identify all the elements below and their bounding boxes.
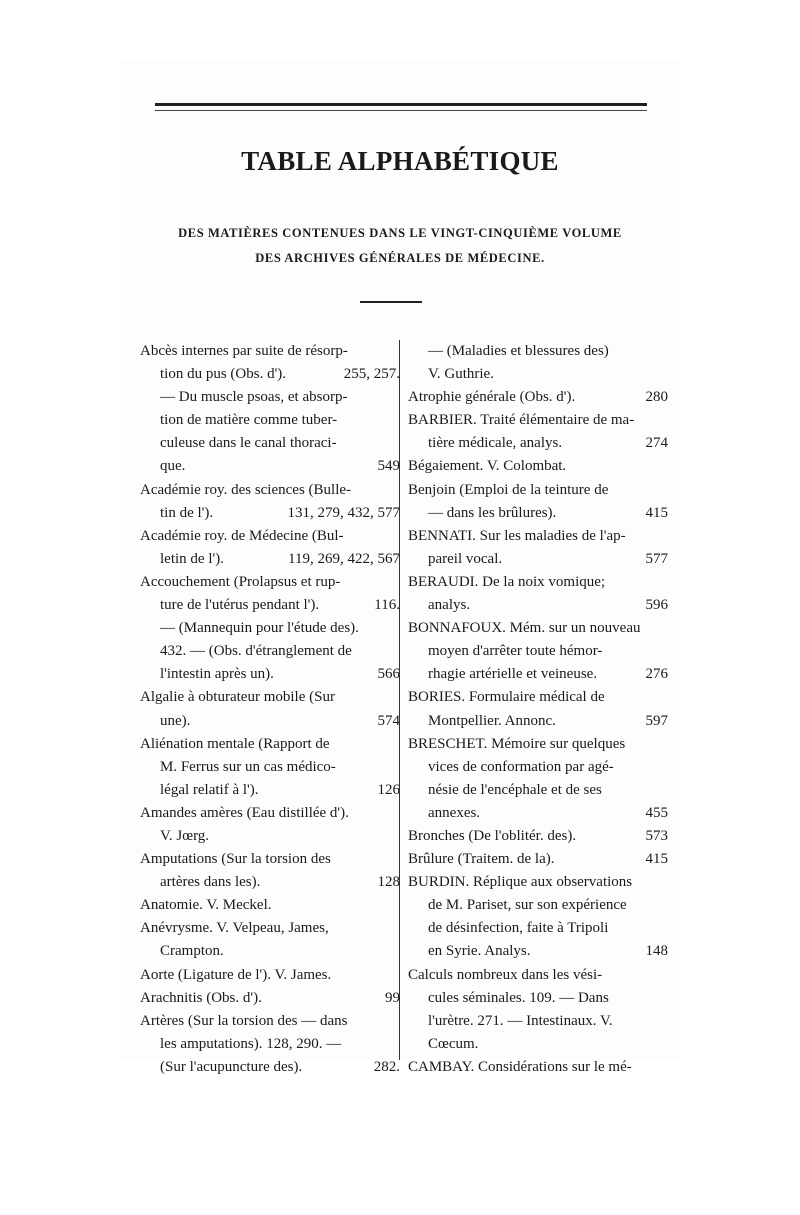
index-entry-text: Arachnitis (Obs. d').: [140, 989, 262, 1006]
index-entry-text: Aliénation mentale (Rapport de: [140, 735, 330, 752]
index-entry-line: [140, 894, 400, 917]
index-entry-page: 597: [645, 712, 668, 729]
index-entry-text: BORIES. Formulaire médical de: [408, 689, 605, 706]
index-entry-text: culeuse dans le canal thoraci-: [160, 435, 337, 452]
index-entry-text: analys.: [428, 597, 471, 614]
index-entry-line: [140, 548, 400, 571]
index-entry-text: CAMBAY. Considérations sur le mé-: [408, 1058, 632, 1075]
index-entry-text: tion du pus (Obs. d').: [160, 366, 287, 383]
index-entry-text: tin de l').: [160, 504, 214, 521]
index-entry-line: [408, 340, 668, 363]
index-entry-line: [140, 409, 400, 432]
index-entry-line: [140, 640, 400, 663]
index-entry-line: [140, 779, 400, 802]
index-entry-line: [408, 686, 668, 709]
index-entry-text: Bronches (De l'oblitér. des).: [408, 827, 577, 844]
index-entry-text: Accouchement (Prolapsus et rup-: [140, 573, 341, 590]
index-entry-text: les amputations). 128, 290. —: [160, 1035, 342, 1052]
index-entry-line: [140, 825, 400, 848]
index-entry-text: Académie roy. de Médecine (Bul-: [140, 527, 344, 544]
index-entry-line: [140, 386, 400, 409]
index-entry-text: que.: [160, 458, 186, 475]
index-entry-line: [408, 964, 668, 987]
index-entry-line: [408, 802, 668, 825]
index-entry-line: [408, 525, 668, 548]
index-entry-line: [140, 455, 400, 478]
index-entry-line: [140, 571, 400, 594]
index-entry-text: tion de matière comme tuber-: [160, 412, 338, 429]
index-entry-text: l'urètre. 271. — Intestinaux. V.: [428, 1012, 613, 1029]
index-entry-text: Bégaiement. V. Colombat.: [408, 458, 567, 475]
index-entry-text: tière médicale, analys.: [428, 435, 563, 452]
index-entry-line: [140, 502, 400, 525]
index-entry-line: [408, 1033, 668, 1056]
index-entry-text: légal relatif à l').: [160, 781, 259, 798]
index-entry-text: Algalie à obturateur mobile (Sur: [140, 689, 335, 706]
index-entry-text: pareil vocal.: [428, 550, 503, 567]
index-entry-line: [408, 548, 668, 571]
index-entry-text: ture de l'utérus pendant l').: [160, 597, 320, 614]
index-entry-page: 128: [377, 874, 400, 891]
index-entry-line: [140, 987, 400, 1010]
index-entry-line: [408, 594, 668, 617]
page-subtitle: [120, 221, 680, 271]
index-entry-text: M. Ferrus sur un cas médico-: [160, 758, 336, 775]
index-entry-line: [408, 756, 668, 779]
index-entry-line: [140, 686, 400, 709]
index-entry-page: 574: [377, 712, 400, 729]
index-entry-line: [408, 1056, 668, 1079]
index-entry-text: Cœcum.: [428, 1035, 479, 1052]
index-entry-text: annexes.: [428, 804, 481, 821]
index-entry-text: de M. Pariset, sur son expérience: [428, 897, 627, 914]
index-entry-page: 280: [645, 389, 668, 406]
index-entry-text: Brûlure (Traitem. de la).: [408, 851, 555, 868]
index-entry-line: [408, 987, 668, 1010]
index-entry-text: (Sur l'acupuncture des).: [160, 1058, 303, 1075]
index-entry-line: [408, 779, 668, 802]
section-rule: [360, 301, 422, 303]
index-entry-text: Artères (Sur la torsion des — dans: [140, 1012, 348, 1029]
index-entry-text: Calculs nombreux dans les vési-: [408, 966, 603, 983]
index-entry-line: [140, 363, 400, 386]
index-entry-text: Amputations (Sur la torsion des: [140, 851, 331, 868]
index-entry-line: [408, 479, 668, 502]
index-entry-page: 116.: [374, 597, 400, 614]
index-entry-line: [140, 871, 400, 894]
index-entry-text: V. Jœrg.: [160, 827, 210, 844]
index-entry-line: [408, 825, 668, 848]
index-entry-text: Académie roy. des sciences (Bulle-: [140, 481, 352, 498]
index-entry-page: 596: [645, 597, 668, 614]
top-rule-thin: [155, 110, 647, 111]
index-entry-text: 432. — (Obs. d'étranglement de: [160, 643, 352, 660]
index-entry-line: [408, 733, 668, 756]
index-entry-text: — dans les brûlures).: [428, 504, 557, 521]
index-entry-text: Benjoin (Emploi de la teinture de: [408, 481, 609, 498]
index-entry-page: 577: [645, 550, 668, 567]
index-entry-line: [140, 756, 400, 779]
index-entry-page: 148: [645, 943, 668, 960]
index-entry-line: [140, 340, 400, 363]
index-column-left: [140, 340, 400, 1079]
index-entry-page: 126: [377, 781, 400, 798]
index-entry-page: 131, 279, 432, 577: [287, 504, 400, 521]
index-entry-text: cules séminales. 109. — Dans: [428, 989, 609, 1006]
index-entry-page: 282.: [373, 1058, 400, 1075]
index-entry-text: vices de conformation par agé-: [428, 758, 614, 775]
index-entry-line: [408, 663, 668, 686]
index-entry-line: [408, 917, 668, 940]
index-entry-line: [140, 1033, 400, 1056]
index-entry-text: — (Mannequin pour l'étude des).: [160, 620, 359, 637]
index-entry-line: [408, 894, 668, 917]
index-entry-line: [408, 502, 668, 525]
index-entry-text: de désinfection, faite à Tripoli: [428, 920, 609, 937]
index-entry-text: moyen d'arrêter toute hémor-: [428, 643, 603, 660]
index-entry-line: [408, 571, 668, 594]
index-entry-page: 415: [645, 504, 668, 521]
index-entry-line: [140, 802, 400, 825]
index-entry-page: 274: [645, 435, 668, 452]
index-entry-page: 119, 269, 422, 567: [288, 550, 400, 567]
index-entry-text: Amandes amères (Eau distillée d').: [140, 804, 349, 821]
index-entry-text: BRESCHET. Mémoire sur quelques: [408, 735, 626, 752]
index-entry-line: [140, 733, 400, 756]
index-entry-text: l'intestin après un).: [160, 666, 274, 683]
index-entry-line: [408, 1010, 668, 1033]
index-entry-page: 566: [377, 666, 400, 683]
index-entry-text: Atrophie générale (Obs. d').: [408, 389, 576, 406]
index-entry-line: [140, 710, 400, 733]
index-entry-text: letin de l').: [160, 550, 224, 567]
index-entry-line: [408, 455, 668, 478]
index-entry-line: [140, 940, 400, 963]
index-entry-line: [408, 871, 668, 894]
index-entry-text: BERAUDI. De la noix vomique;: [408, 573, 606, 590]
index-entry-text: en Syrie. Analys.: [428, 943, 531, 960]
index-entry-text: — (Maladies et blessures des): [428, 343, 609, 359]
index-entry-page: 415: [645, 851, 668, 868]
index-entry-page: 255, 257.: [343, 366, 400, 383]
index-entry-text: BURDIN. Réplique aux observations: [408, 874, 633, 891]
index-entry-line: [408, 940, 668, 963]
index-entry-page: 455: [645, 804, 668, 821]
index-entry-text: nésie de l'encéphale et de ses: [428, 781, 602, 798]
index-entry-line: [140, 525, 400, 548]
page-title: TABLE ALPHABÉTIQUE: [241, 146, 559, 176]
index-entry-line: [408, 617, 668, 640]
column-divider: [399, 340, 400, 1060]
index-entry-text: Crampton.: [160, 943, 224, 960]
index-entry-text: Anatomie. V. Meckel.: [140, 897, 272, 914]
index-entry-line: [408, 363, 668, 386]
index-entry-line: [408, 640, 668, 663]
index-entry-text: rhagie artérielle et veineuse.: [428, 666, 598, 683]
subtitle-line-2: DES ARCHIVES GÉNÉRALES DE MÉDECINE.: [255, 251, 545, 265]
index-column-right: [408, 340, 668, 1079]
index-entry-page: 549: [377, 458, 400, 475]
index-entry-line: [140, 594, 400, 617]
subtitle-line-1: DES MATIÈRES CONTENUES DANS LE VINGT-CINQUIÈME VOLUME: [178, 226, 622, 240]
index-entry-page: 276: [645, 666, 668, 683]
index-entry-line: [140, 479, 400, 502]
index-entry-line: [140, 964, 400, 987]
index-entry-text: Aorte (Ligature de l'). V. James.: [140, 966, 332, 983]
index-entry-line: [140, 1056, 400, 1079]
index-entry-text: BONNAFOUX. Mém. sur un nouveau: [408, 620, 641, 637]
index-entry-text: Abcès internes par suite de résorp-: [140, 343, 348, 359]
index-entry-line: [140, 848, 400, 871]
index-entry-line: [408, 432, 668, 455]
index-entry-line: [408, 409, 668, 432]
top-rule: [155, 103, 647, 106]
index-entry-line: [408, 710, 668, 733]
index-entry-text: V. Guthrie.: [428, 366, 494, 383]
index-entry-text: Montpellier. Annonc.: [428, 712, 556, 729]
index-entry-text: BENNATI. Sur les maladies de l'ap-: [408, 527, 626, 544]
index-entry-line: [140, 1010, 400, 1033]
index-entry-line: [140, 917, 400, 940]
index-entry-text: — Du muscle psoas, et absorp-: [160, 389, 348, 406]
index-entry-line: [140, 432, 400, 455]
index-entry-page: 99: [385, 989, 400, 1006]
index-entry-line: [140, 617, 400, 640]
index-entry-line: [408, 386, 668, 409]
index-entry-text: artères dans les).: [160, 874, 261, 891]
index-entry-line: [140, 663, 400, 686]
index-entry-text: une).: [160, 712, 191, 729]
index-entry-text: Anévrysme. V. Velpeau, James,: [140, 920, 329, 937]
index-entry-page: 573: [645, 827, 668, 844]
index-entry-text: BARBIER. Traité élémentaire de ma-: [408, 412, 635, 429]
index-entry-line: [408, 848, 668, 871]
